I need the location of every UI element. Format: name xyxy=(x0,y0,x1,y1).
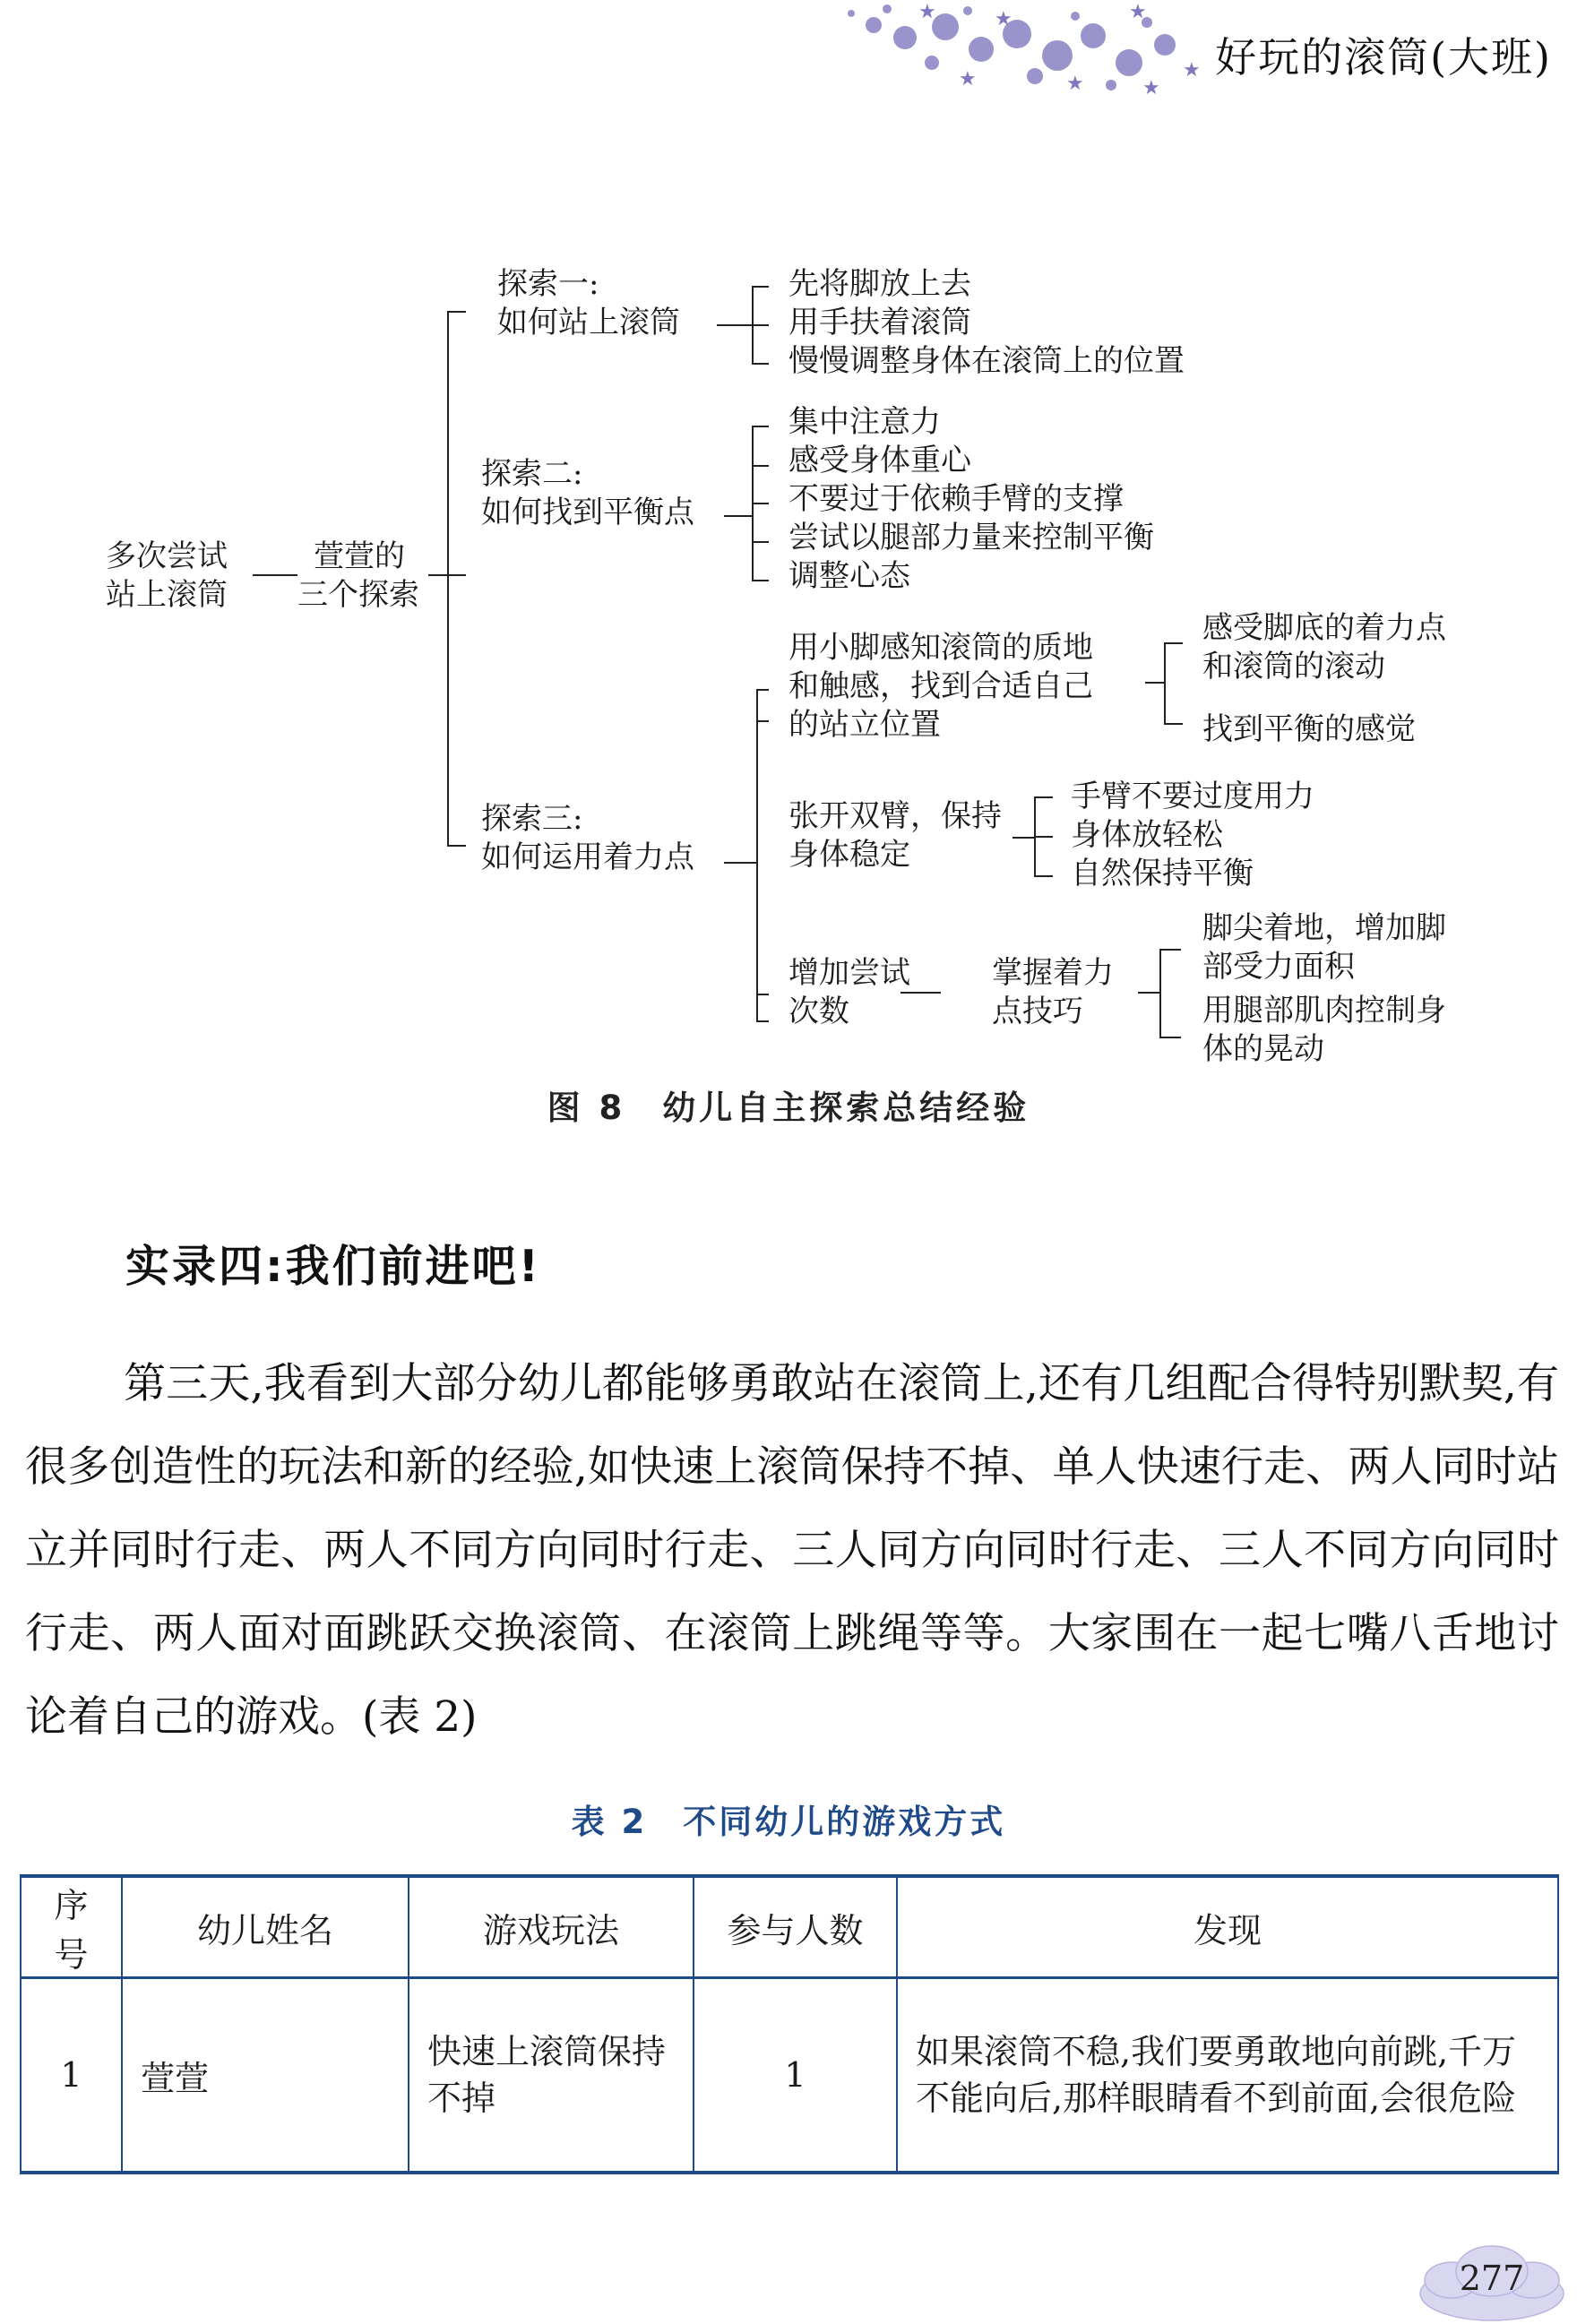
list-item: 调整心态 xyxy=(788,558,910,594)
explore-two-label: 探索二: 如何找到平衡点 xyxy=(481,456,694,530)
data-table xyxy=(20,1874,1559,2174)
explore-three-a-sub1: 感受脚底的着力点 和滚筒的滚动 xyxy=(1202,610,1446,684)
list-item: 尝试以腿部力量来控制平衡 xyxy=(788,520,1154,555)
body-paragraph: 第三天,我看到大部分幼儿都能够勇敢站在滚筒上,还有几组配合得特别默契,有很多创造性的玩法和新的经验,如快速上滚筒保持不掉、单人快速行走、两人同时站立并同时行走、两人不同方向同时行走、三人同方向同时行走、三人不同方向同时行走、两人面对面跳跃交换滚筒、在滚筒上跳绳等等。大家围在一起七嘴八舌地讨论着自己的游戏。(表 2) xyxy=(25,1359,1559,1742)
svg-text:★: ★ xyxy=(1129,1,1147,23)
mindmap-center: 萱萱的 三个探索 xyxy=(297,538,419,613)
explore-three-b-items xyxy=(1071,778,1314,893)
list-item: 不要过于依赖手臂的支撑 xyxy=(788,481,1124,517)
list-item: 身体放轻松 xyxy=(1071,817,1223,853)
list-item: 感受身体重心 xyxy=(788,443,971,478)
svg-text:★: ★ xyxy=(995,8,1013,30)
page-number: 277 xyxy=(1459,2259,1525,2298)
svg-text:★: ★ xyxy=(959,68,977,90)
list-item: 自然保持平衡 xyxy=(1071,856,1254,891)
explore-three-c-mid: 掌握着力 点技巧 xyxy=(992,955,1114,1029)
header-play-method: 游戏玩法 xyxy=(409,1876,694,1978)
explore-three-label: 探索三: 如何运用着力点 xyxy=(481,801,694,875)
explore-three-b: 张开双臂，保持 身体稳定 xyxy=(788,798,1002,873)
list-item: 用手扶着滚筒 xyxy=(788,305,971,340)
running-header-title: 好玩的滚筒(大班) xyxy=(1215,33,1552,82)
header-child-name: 幼儿姓名 xyxy=(122,1876,409,1978)
table-caption: 表 2 不同幼儿的游戏方式 xyxy=(571,1803,1006,1841)
explore-three-c-sub1: 脚尖着地，增加脚 部受力面积 xyxy=(1202,910,1446,985)
cell-index: 1 xyxy=(21,1978,122,2173)
cell-play-method: 快速上滚筒保持不掉 xyxy=(409,1978,694,2173)
svg-text:★: ★ xyxy=(918,1,936,23)
cell-findings: 如果滚筒不稳,我们要勇敢地向前跳,千万不能向后,那样眼睛看不到前面,会很危险 xyxy=(897,1978,1558,2173)
cell-child-name: 萱萱 xyxy=(122,1978,409,2173)
list-item: 集中注意力 xyxy=(788,404,941,440)
explore-three-c: 增加尝试 次数 xyxy=(788,955,910,1029)
header-participants: 参与人数 xyxy=(694,1876,897,1978)
table-row xyxy=(21,1978,1558,2173)
list-item: 先将脚放上去 xyxy=(788,266,971,302)
svg-text:★: ★ xyxy=(1142,77,1160,99)
explore-three-a: 用小脚感知滚筒的质地 和触感，找到合适自己 的站立位置 xyxy=(788,630,1093,743)
explore-one-label: 探索一: 如何站上滚筒 xyxy=(497,266,680,340)
list-item: 手臂不要过度用力 xyxy=(1071,779,1314,814)
figure-caption: 图 8 幼儿自主探索总结经验 xyxy=(547,1089,1030,1127)
mindmap-root: 多次尝试 站上滚筒 xyxy=(106,538,228,613)
explore-three-a-sub2: 找到平衡的感觉 xyxy=(1202,711,1416,747)
explore-two-items xyxy=(788,403,1154,596)
header-findings: 发现 xyxy=(897,1876,1558,1978)
explore-three-c-sub2: 用腿部肌肉控制身 体的晃动 xyxy=(1202,993,1446,1067)
svg-text:★: ★ xyxy=(1183,59,1201,82)
list-item: 慢慢调整身体在滚筒上的位置 xyxy=(788,343,1185,379)
table-header-row xyxy=(21,1876,1558,1978)
section-heading: 实录四:我们前进吧! xyxy=(125,1241,541,1292)
explore-one-items xyxy=(788,265,1185,381)
svg-text:★: ★ xyxy=(1066,73,1084,95)
cell-participants: 1 xyxy=(694,1978,897,2173)
header-index: 序号 xyxy=(21,1876,122,1978)
